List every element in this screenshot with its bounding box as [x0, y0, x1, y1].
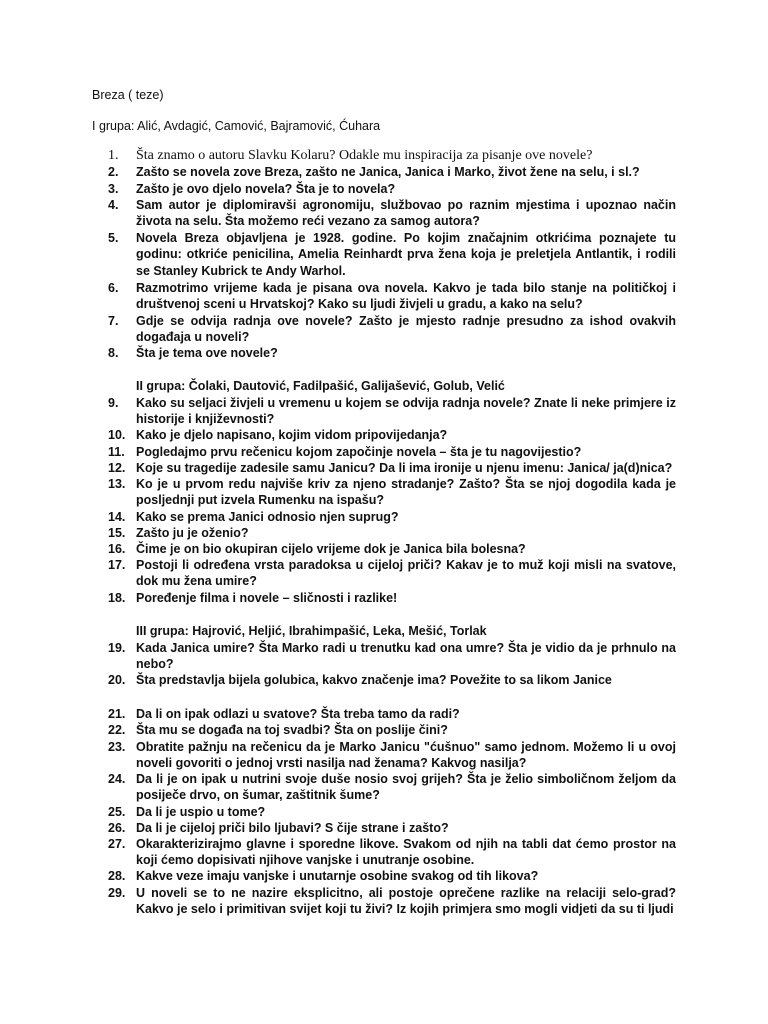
question-text: Zašto se novela zove Breza, zašto ne Janica, Janica i Marko, život žene na selu, i sl.? [136, 165, 640, 179]
question-item [108, 460, 676, 476]
question-text: Kako su seljaci živjeli u vremenu u kojem se odvija radnja novele? Znate li neke primjere iz historije i književnosti? [136, 396, 676, 427]
question-item [108, 181, 676, 197]
question-number: 21. [108, 707, 126, 721]
question-number: 2. [108, 165, 119, 179]
question-item [108, 739, 676, 772]
question-item [108, 148, 676, 164]
question-text: Novela Breza objavljena je 1928. godine. Po kojim značajnim otkrićima poznajete tu godinu: otkriće penicilina, Amelia Reinhardt prva žena koja je preletjela Antlantik, i rodili se Stanley Kubrick te Andy Warhol. [136, 231, 676, 278]
question-item [108, 836, 676, 869]
question-text: Da li je on ipak u nutrini svoje duše nosio svoj grijeh? Šta je želio simboličnom željom da posiječe drvo, on šumar, zaštitnik šume? [136, 772, 676, 803]
group-2-heading: II grupa: Čolaki, Dautović, Fadilpašić, Galijašević, Golub, Velić [136, 379, 505, 393]
question-number: 25. [108, 805, 126, 819]
question-number: 13. [108, 477, 126, 491]
question-text: Čime je on bio okupiran cijelo vrijeme dok je Janica bila bolesna? [136, 542, 526, 556]
question-item [108, 557, 676, 590]
question-number: 5. [108, 231, 119, 245]
question-text: Šta je tema ove novele? [136, 346, 278, 360]
question-item [108, 804, 676, 820]
question-number: 24. [108, 772, 126, 786]
question-number: 19. [108, 641, 126, 655]
question-item [108, 640, 676, 673]
question-item [108, 197, 676, 230]
question-number: 23. [108, 740, 126, 754]
question-text: Kada Janica umire? Šta Marko radi u trenutku kad ona umre? Šta je vidio da je prhnulo na nebo? [136, 641, 676, 672]
question-text: Razmotrimo vrijeme kada je pisana ova novela. Kakvo je tada bilo stanje na političkoj i društvenoj sceni u Hrvatskoj? Kako su ljudi živjeli u gradu, a kako na selu? [136, 281, 676, 312]
question-text: Okarakterizirajmo glavne i sporedne likove. Svakom od njih na tabli dat ćemo prostor na koji ćemo dopisivati njihove vanjske i unutranje osobine. [136, 837, 676, 868]
question-item [108, 722, 676, 738]
question-number: 7. [108, 314, 119, 328]
question-number: 26. [108, 821, 126, 835]
question-number: 14. [108, 510, 126, 524]
question-number: 20. [108, 673, 126, 687]
question-item [108, 509, 676, 525]
question-number: 3. [108, 182, 119, 196]
question-item [108, 820, 676, 836]
question-text: Zašto je ovo djelo novela? Šta je to novela? [136, 182, 396, 196]
question-text: Šta znamo o autoru Slavku Kolaru? Odakle mu inspiracija za pisanje ove novele? [136, 148, 593, 163]
question-number: 8. [108, 346, 119, 360]
question-number: 28. [108, 869, 126, 883]
question-text: Poređenje filma i novele – sličnosti i razlike! [136, 591, 398, 605]
question-text: Postoji li određena vrsta paradoksa u cijeloj priči? Kakav je to muž koji misli na svatove, dok mu žena umire? [136, 558, 676, 589]
question-number: 4. [108, 198, 119, 212]
question-text: Šta mu se događa na toj svadbi? Šta on poslije čini? [136, 723, 448, 737]
question-item [108, 672, 676, 688]
question-text: Obratite pažnju na rečenicu da je Marko Janicu "ćušnuo" samo jednom. Možemo li u ovoj noveli govoriti o jednoj vrsti nasilja nad ženama? Kakvog nasilja? [136, 740, 676, 771]
document-title: Breza ( teze) [92, 88, 164, 102]
question-text: Da li je uspio u tome? [136, 805, 266, 819]
question-number: 10. [108, 428, 126, 442]
question-number: 6. [108, 281, 119, 295]
question-text: Gdje se odvija radnja ove novele? Zašto je mjesto radnje presudno za ishod ovakvih događaja u noveli? [136, 314, 676, 345]
question-item [108, 706, 676, 722]
question-text: Da li je cijeloj priči bilo ljubavi? S čije strane i zašto? [136, 821, 449, 835]
question-number: 1. [108, 148, 119, 163]
question-item [108, 313, 676, 346]
question-number: 12. [108, 461, 126, 475]
question-text: Zašto ju je oženio? [136, 526, 249, 540]
question-number: 15. [108, 526, 126, 540]
question-text: Koje su tragedije zadesile samu Janicu? Da li ima ironije u njenu imenu: Janica/ ja(d)nica? [136, 461, 673, 475]
question-number: 11. [108, 445, 125, 459]
question-item [108, 280, 676, 313]
question-text: Šta predstavlja bijela golubica, kakvo značenje ima? Povežite to sa likom Janice [136, 673, 612, 687]
group-3-heading: III grupa: Hajrović, Heljić, Ibrahimpašić, Leka, Mešić, Torlak [136, 624, 487, 638]
question-text: Pogledajmo prvu rečenicu kojom započinje novela – šta je tu nagovijestio? [136, 445, 582, 459]
question-text: U noveli se to ne nazire eksplicitno, ali postoje oprečene razlike na relaciji selo-grad? Kakvo je selo i primitivan svijet koji tu živi? Iz kojih primjera smo mogli vidjeti da su ti ljudi [136, 886, 676, 917]
question-item [108, 345, 676, 361]
question-item [108, 885, 676, 918]
question-number: 29. [108, 886, 126, 900]
question-item [108, 476, 676, 509]
question-item [108, 541, 676, 557]
question-number: 16. [108, 542, 126, 556]
question-item [108, 427, 676, 443]
question-item [108, 525, 676, 541]
question-item [108, 395, 676, 428]
question-number: 27. [108, 837, 126, 851]
question-text: Kako je djelo napisano, kojim vidom pripovijedanja? [136, 428, 448, 442]
question-number: 17. [108, 558, 126, 572]
question-item [108, 590, 676, 606]
question-text: Kako se prema Janici odnosio njen suprug? [136, 510, 399, 524]
question-item [108, 868, 676, 884]
question-number: 22. [108, 723, 126, 737]
question-item [108, 164, 676, 180]
question-text: Ko je u prvom redu najviše kriv za njeno stradanje? Zašto? Šta se njoj dogodila kada je posljednji put izvela Rumenku na ispašu? [136, 477, 676, 508]
question-number: 18. [108, 591, 126, 605]
question-number: 9. [108, 396, 119, 410]
question-text: Da li on ipak odlazi u svatove? Šta treba tamo da radi? [136, 707, 460, 721]
question-text: Sam autor je diplomiravši agronomiju, službovao po raznim mjestima i upoznao način života na selu. Šta možemo reći vezano za samog autora? [136, 198, 676, 229]
question-item [108, 230, 676, 279]
question-item [108, 444, 676, 460]
question-item [108, 771, 676, 804]
question-text: Kakve veze imaju vanjske i unutarnje osobine svakog od tih likova? [136, 869, 539, 883]
group-1-heading: I grupa: Alić, Avdagić, Camović, Bajramović, Ćuhara [92, 119, 381, 133]
